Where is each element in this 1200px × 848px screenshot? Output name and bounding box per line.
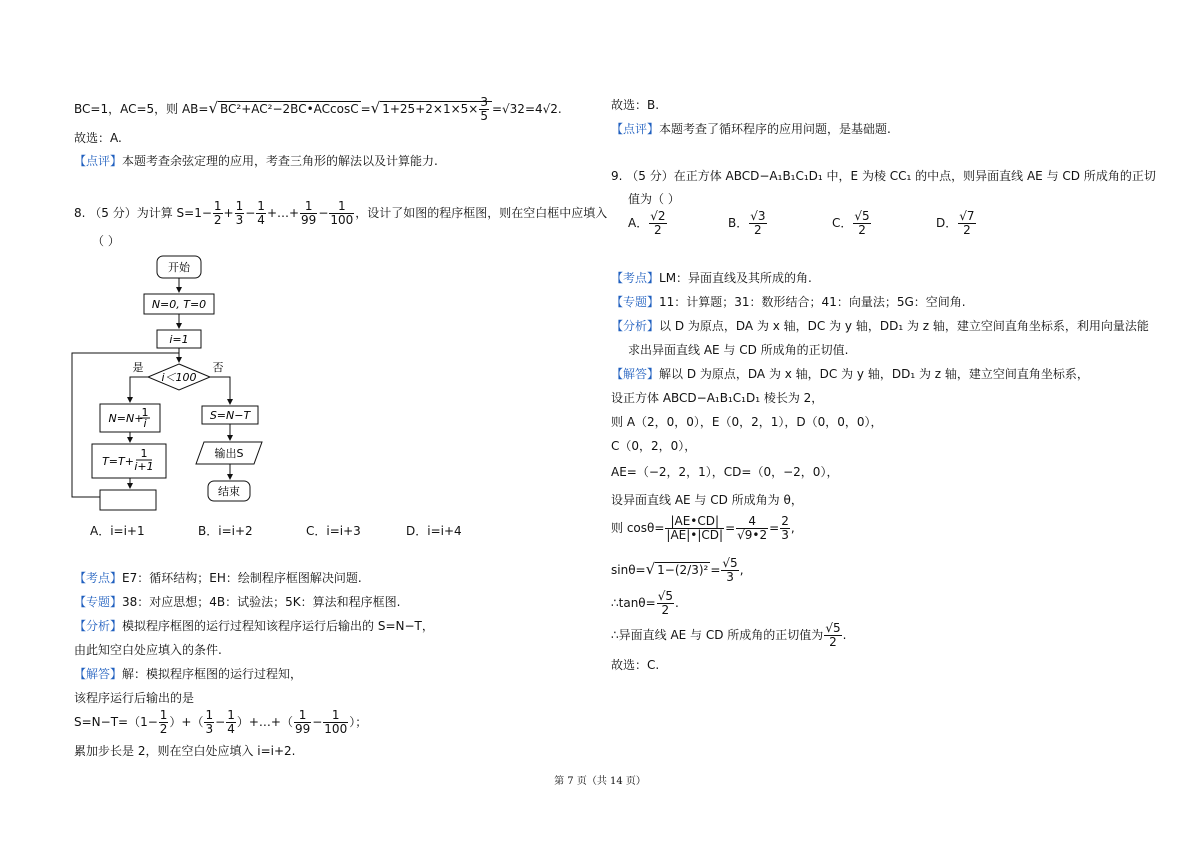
right-zhuanti-line: 【专题】11：计算题；31：数形结合；41：向量法；5G：空间角.	[611, 295, 966, 309]
flow-s-calc-label: S=N−T	[209, 409, 251, 422]
right-step-2: 则 A（2，0，0），E（0，2，1），D（0，0，0），	[611, 415, 883, 429]
fenxi-line-2: 由此知空白处应填入的条件.	[74, 643, 222, 657]
flow-t-frac-num: 1	[140, 447, 148, 460]
q9-option-a: A． $\frac{√2}{2}$	[628, 209, 666, 237]
flow-n-frac-num: 1	[141, 406, 149, 419]
conclusion-line: ∴异面直线 AE 与 CD 所成角的正切值为 $\frac{√5}{2}$ .	[611, 621, 847, 649]
right-step-1: 设正方体 ABCD−A₁B₁C₁D₁ 棱长为 2，	[611, 391, 824, 405]
flowchart	[60, 250, 300, 515]
q9-option-d: D． $\frac{√7}{2}$	[936, 209, 975, 237]
right-jieda-line: 【解答】解以 D 为原点，DA 为 x 轴，DC 为 y 轴，DD₁ 为 z 轴，建立空间直角坐标系，	[611, 367, 1089, 381]
page-footer: 第 7 页（共 14 页）	[554, 776, 646, 787]
answer-line: 故选：A.	[74, 131, 122, 145]
right-step-3: C（0，2，0），	[611, 439, 697, 453]
q8-options	[90, 522, 462, 539]
flow-i-init-label: i=1	[169, 333, 189, 346]
question-8: 8. （5 分）为计算 S=1− $\frac{1}{2}$ + $\frac{1}{3}$ − $\frac{1}{4}$ +…+ $\frac{1}{99}$ − $\frac{1}{100}$ ，设计了如图的程序框图，则在空白框中应填入	[74, 199, 608, 227]
flow-t-update-label: T=T+	[102, 455, 134, 468]
right-answer-line-2: 故选：C.	[611, 658, 660, 672]
option-d: D．i=i+4	[406, 524, 462, 538]
option-c: C．i=i+3	[306, 524, 361, 538]
right-step-5: 设异面直线 AE 与 CD 所成角为 θ，	[611, 493, 803, 507]
right-step-4: AE=（−2，2，1），CD=（0，−2，0），	[611, 465, 839, 479]
q9-option-c: C． $\frac{√5}{2}$	[832, 209, 870, 237]
option-b: B．i=i+2	[198, 524, 253, 538]
flow-output-label: 输出S	[214, 447, 244, 460]
right-kaodian-line: 【考点】LM：异面直线及其所成的角.	[611, 271, 812, 285]
kaodian-line: 【考点】E7：循环结构；EH：绘制程序框图解决问题.	[74, 571, 362, 585]
question-8-paren: （ ）	[92, 234, 120, 248]
option-a: A．i=i+1	[90, 524, 145, 538]
ab-formula-line: BC=1，AC=5，则 AB=√ BC²+AC²−2BC•ACcosC =√ 1+25+2×1×5× $\frac{3}{5}$ =√32=4√2.	[74, 95, 562, 123]
q9-option-b: B． $\frac{√3}{2}$	[728, 209, 766, 237]
review-line: 【点评】本题考查余弦定理的应用，考查三角形的解法以及计算能力.	[74, 154, 438, 168]
flow-end-label: 结束	[218, 485, 240, 498]
flow-yes-label: 是	[132, 361, 144, 374]
zhuanti-line: 【专题】38：对应思想；4B：试验法；5K：算法和程序框图.	[74, 595, 401, 609]
q9-options	[628, 210, 977, 237]
flow-no-label: 否	[212, 361, 224, 374]
flow-t-frac-den: i+1	[134, 460, 154, 473]
question-9-line-2: 值为（ ）	[628, 192, 680, 206]
flow-blank-box	[100, 490, 156, 510]
flow-condition-label: i＜100	[161, 371, 197, 384]
sin-line: sinθ=√ 1−(2/3)² = $\frac{√5}{3}$ ,	[611, 556, 744, 584]
right-fenxi-line: 【分析】以 D 为原点，DA 为 x 轴，DC 为 y 轴，DD₁ 为 z 轴，建立空间直角坐标系，利用向量法能	[611, 319, 1149, 333]
tan-line: ∴tanθ= $\frac{√5}{2}$ .	[611, 589, 679, 617]
final-answer-line: 累加步长是 2，则在空白处应填入 i=i+2.	[74, 744, 296, 758]
cos-line: 则 cosθ= $\frac{|AE•CD|}{|AE|•|CD|}$ = $\frac{4}{√9•2}$ = $\frac{2}{3}$ ,	[611, 514, 795, 542]
flow-init-label: N=0, T=0	[151, 298, 207, 311]
s-expression-line: S=N−T=（1− $\frac{1}{2}$ ）+（ $\frac{1}{3}$ − $\frac{1}{4}$ ）+…+（ $\frac{1}{99}$ − $\frac{1}{100}$ ）；	[74, 708, 368, 736]
fenxi-line: 【分析】模拟程序框图的运行过程知该程序运行后输出的 S=N−T，	[74, 619, 434, 633]
right-review-line: 【点评】本题考查了循环程序的应用问题，是基础题.	[611, 122, 891, 136]
right-answer-line: 故选：B.	[611, 98, 660, 112]
jieda-line: 【解答】解：模拟程序框图的运行过程知，	[74, 667, 303, 681]
right-fenxi-line-2: 求出异面直线 AE 与 CD 所成角的正切值.	[628, 343, 849, 357]
question-9: 9. （5 分）在正方体 ABCD−A₁B₁C₁D₁ 中，E 为棱 CC₁ 的中点，则异面直线 AE 与 CD 所成角的正切	[611, 169, 1156, 183]
flow-n-frac-den: i	[143, 417, 147, 430]
jieda-line-2: 该程序运行后输出的是	[74, 691, 195, 705]
flow-n-update-label: N=N+	[108, 412, 144, 425]
flow-start-label: 开始	[168, 261, 190, 274]
